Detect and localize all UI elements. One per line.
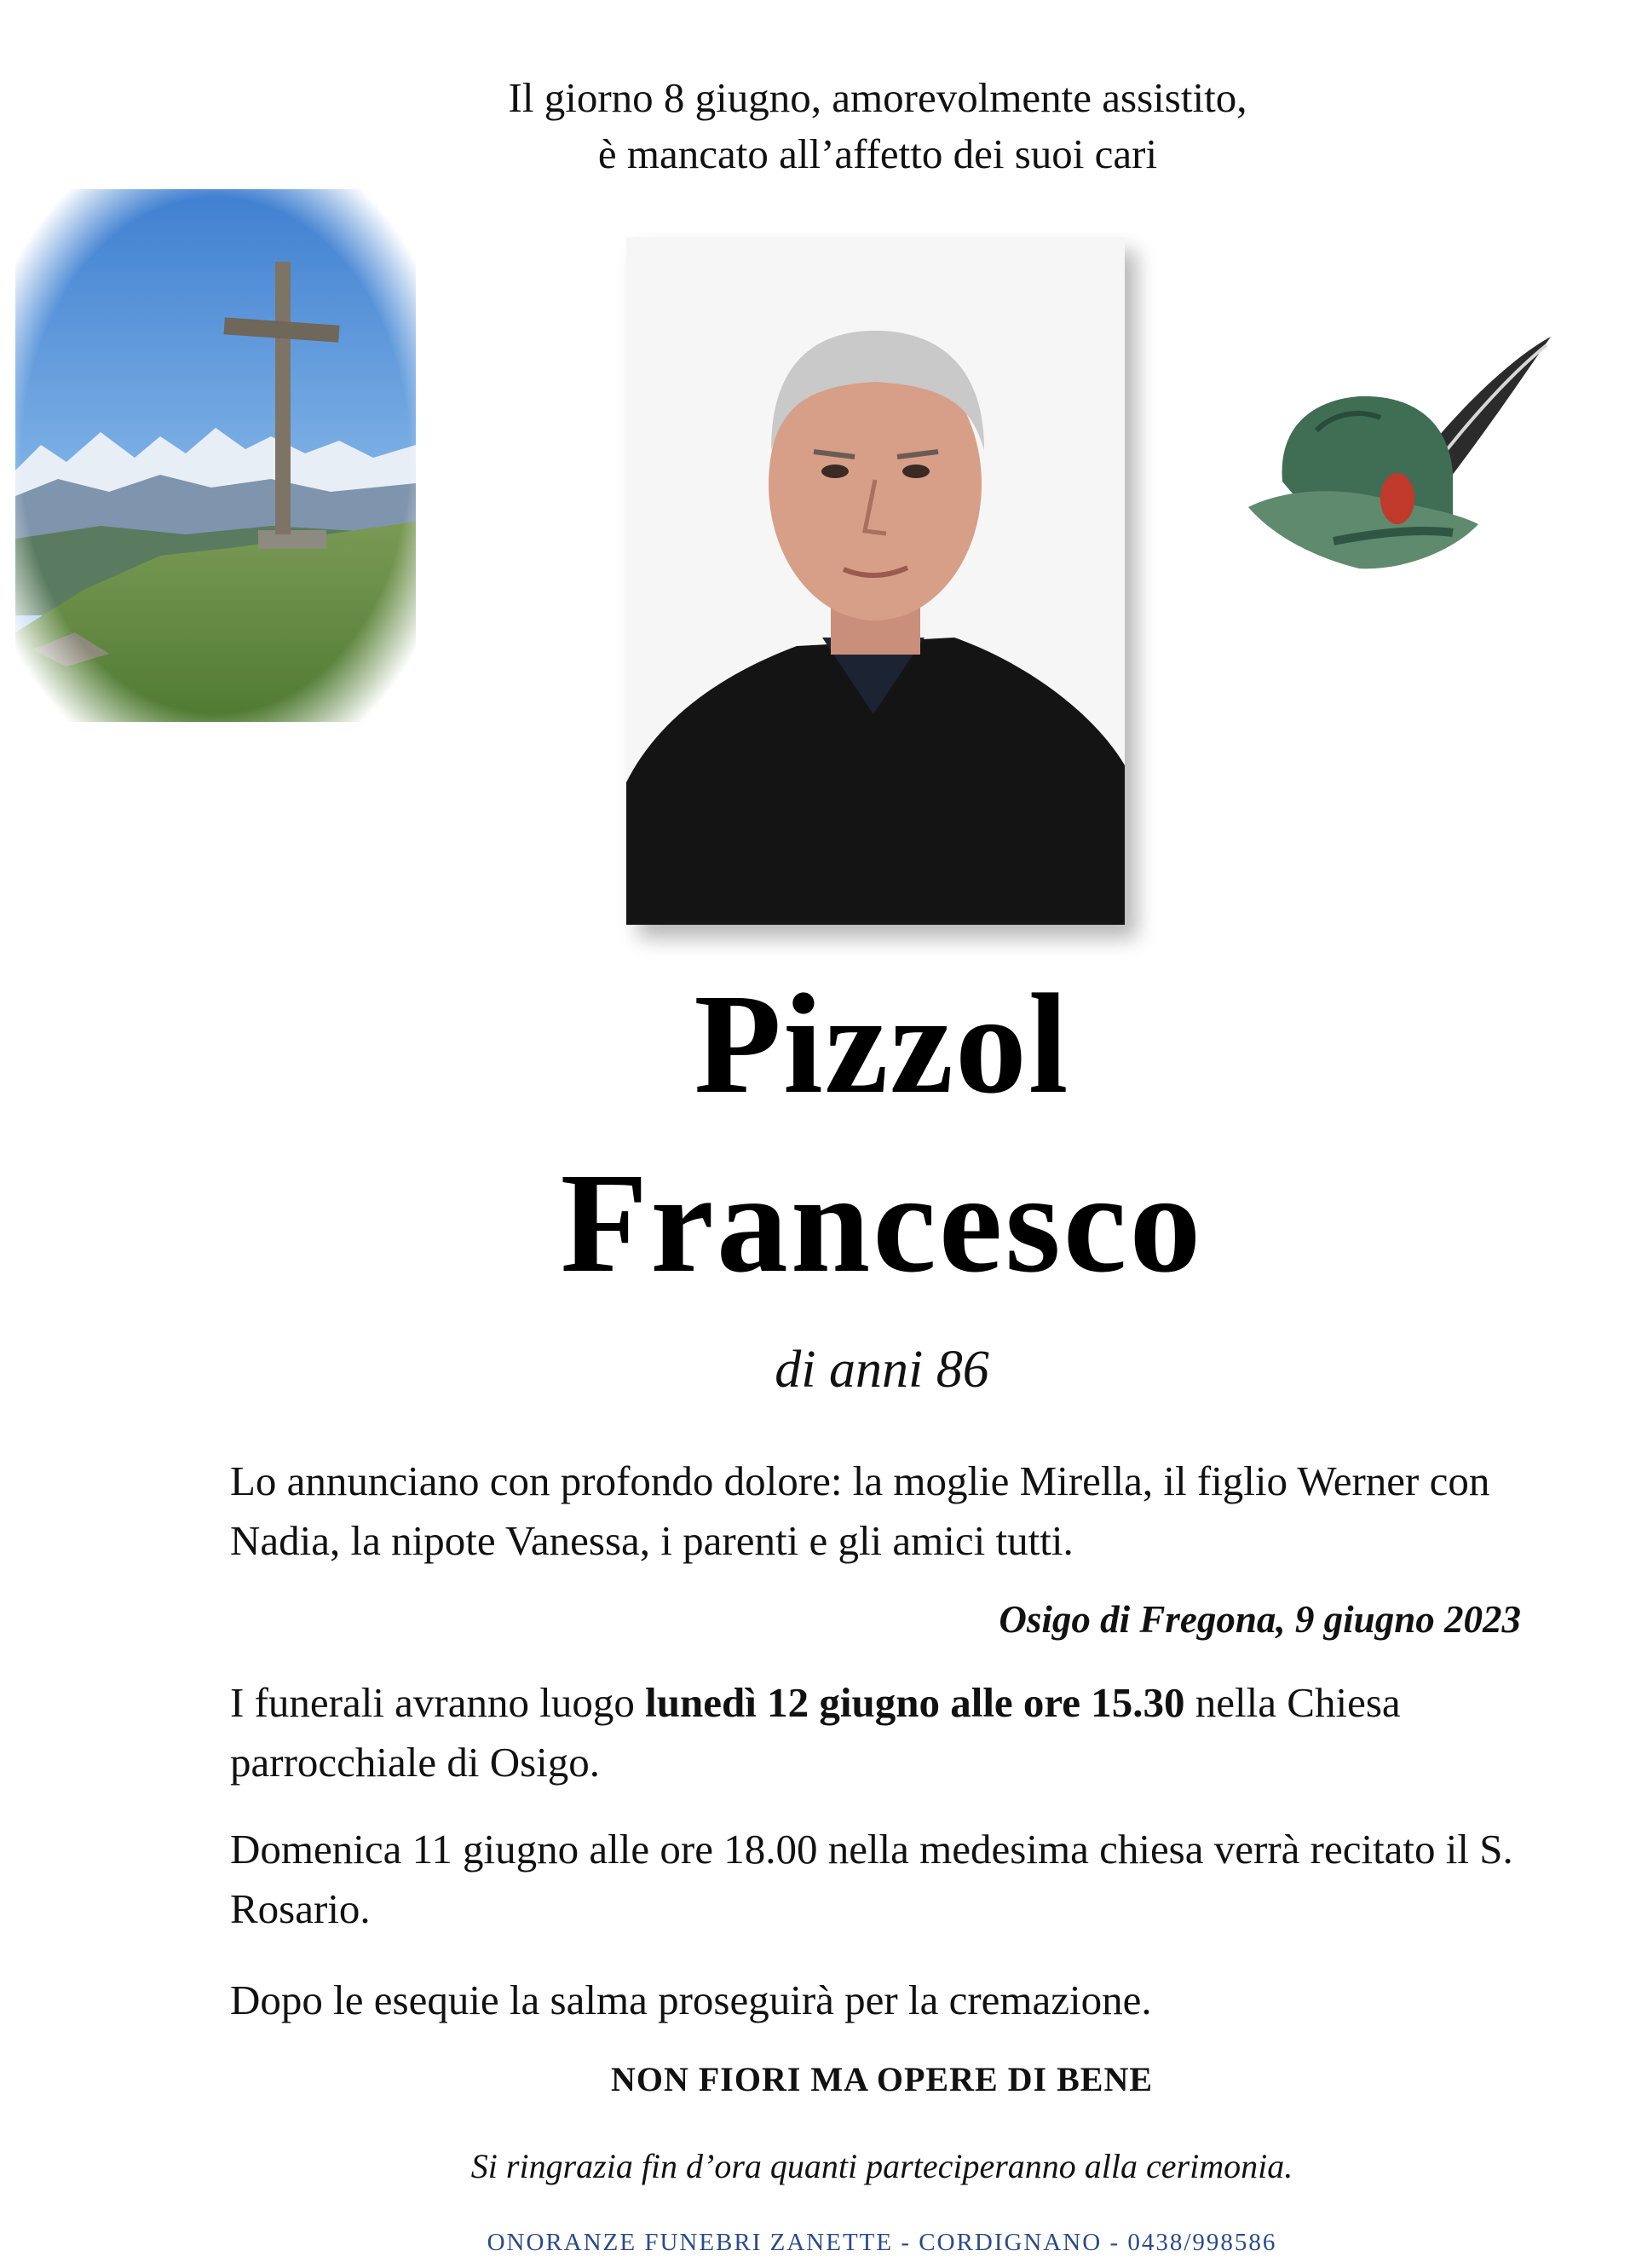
deceased-age: di anni 86 (775, 1341, 989, 1399)
rosary-text: Domenica 11 giugno alle ore 18.00 nella medesima chiesa verrà recitato il S. Rosario. (230, 1826, 1513, 1932)
funeral-text (230, 1673, 1559, 1792)
funeral-home-footer: ONORANZE FUNEBRI ZANETTE - CORDIGNANO - 0438/998586 (487, 2229, 1277, 2256)
mountain-cross-photo (15, 189, 416, 722)
deceased-first-name: Francesco (560, 1144, 1204, 1302)
cremation-text: Dopo le esequie la salma proseguirà per la cremazione. (230, 1977, 1152, 2023)
deceased-surname: Pizzol (694, 965, 1070, 1123)
intro-line-1: Il giorno 8 giugno, amorevolmente assistito, (508, 74, 1247, 121)
intro-text (60, 70, 1636, 182)
thanks-text: Si ringrazia fin d’ora quanti parteciperanno alla cerimonia. (470, 2147, 1293, 2185)
funeral-suffix: nella Chiesa parrocchiale di Osigo. (230, 1679, 1401, 1786)
intro-line-2: è mancato all’affetto dei suoi cari (597, 130, 1158, 177)
alpini-hat-icon (1231, 328, 1564, 601)
announcement-text: Lo annunciano con profondo dolore: la moglie Mirella, il figlio Werner con Nadia, la nipote Vanessa, i parenti e gli amici tutti. (230, 1457, 1490, 1564)
funeral-when: lunedì 12 giugno alle ore 15.30 (645, 1679, 1185, 1726)
funeral-prefix: I funerali avranno luogo (230, 1679, 646, 1726)
place-date: Osigo di Fregona, 9 giugno 2023 (999, 1598, 1521, 1641)
portrait-photo (626, 237, 1125, 925)
no-flowers-notice: NON FIORI MA OPERE DI BENE (610, 2060, 1154, 2098)
